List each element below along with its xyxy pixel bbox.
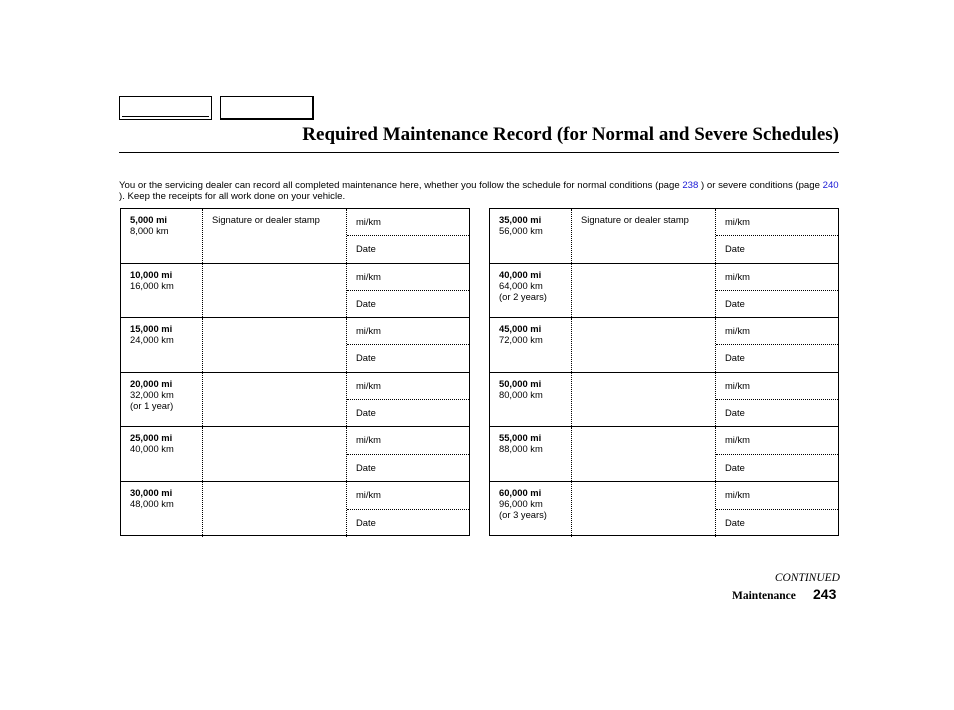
mileage-date-cell [347,318,469,372]
date-field[interactable]: Date [356,297,376,309]
mileage-date-cell [347,209,469,263]
tab-marker-box [119,96,212,120]
interval-km: 88,000 km [499,443,543,455]
page-ref-link[interactable]: 240 [822,180,839,191]
interval-mi: 45,000 mi [499,323,542,335]
mikm-field[interactable]: mi/km [347,264,469,291]
date-field[interactable]: Date [725,516,745,528]
mileage-date-cell [716,373,838,427]
record-row [490,264,838,319]
record-row [490,318,838,373]
page-title: Required Maintenance Record (for Normal and Severe Schedules) [302,124,839,145]
date-field[interactable]: Date [725,352,745,364]
record-row [490,482,838,537]
title-rule [119,152,839,153]
date-field[interactable]: Date [725,243,745,255]
date-field[interactable]: Date [725,407,745,419]
interval-mi: 50,000 mi [499,377,542,389]
mikm-field[interactable]: mi/km [347,482,469,510]
record-row [490,373,838,428]
signature-label: Signature or dealer stamp [581,214,689,225]
interval-cell [490,264,572,318]
mikm-field[interactable]: mi/km [347,427,469,454]
signature-cell[interactable] [572,209,716,263]
interval-cell [490,209,572,263]
mileage-date-cell [716,264,838,318]
interval-cell [121,482,203,537]
interval-mi: 30,000 mi [130,486,173,498]
signature-cell[interactable] [203,264,347,318]
record-row [121,482,469,537]
mikm-field[interactable]: mi/km [347,373,469,400]
interval-mi: 60,000 mi [499,486,542,498]
mileage-date-cell [347,264,469,318]
mileage-date-cell [347,373,469,427]
interval-km: 72,000 km [499,334,543,346]
interval-extra: (or 2 years) [499,290,547,302]
mikm-field[interactable]: mi/km [716,373,838,400]
mikm-field[interactable]: mi/km [716,318,838,345]
interval-km: 56,000 km [499,225,543,236]
maintenance-record-table-left [120,208,470,536]
mikm-field[interactable]: mi/km [347,318,469,345]
interval-cell [490,373,572,427]
signature-label: Signature or dealer stamp [212,214,320,225]
interval-mi: 40,000 mi [499,268,542,280]
signature-cell[interactable] [203,427,347,481]
interval-mi: 15,000 mi [130,323,173,335]
interval-cell [121,373,203,427]
record-row [121,427,469,482]
date-field[interactable]: Date [356,461,376,473]
mileage-date-cell [347,427,469,481]
date-field[interactable]: Date [356,516,376,528]
interval-mi: 20,000 mi [130,377,173,389]
mileage-date-cell [716,482,838,537]
interval-cell [121,427,203,481]
intro-text: You or the servicing dealer can record all completed maintenance here, whether you follow the schedule for normal conditions (page [119,180,683,191]
intro-text: ) or severe conditions (page [698,180,823,191]
intro-text: ). Keep the receipts for all work done on your vehicle. [119,191,346,202]
interval-mi: 35,000 mi [499,214,542,225]
signature-cell[interactable] [572,264,716,318]
mikm-field[interactable]: mi/km [716,482,838,510]
mileage-date-cell [716,209,838,263]
tab-marker-box-active [220,96,314,120]
mikm-field[interactable]: mi/km [347,209,469,236]
interval-extra: (or 1 year) [130,399,174,411]
interval-extra: (or 3 years) [499,508,547,520]
signature-cell[interactable] [572,373,716,427]
section-name: Maintenance [732,590,796,602]
signature-cell[interactable] [572,482,716,537]
page-ref-link[interactable]: 238 [682,180,699,191]
interval-km: 8,000 km [130,225,169,236]
date-field[interactable]: Date [356,352,376,364]
page-number: 243 [813,586,837,602]
intro-paragraph [119,180,844,202]
signature-cell[interactable] [572,427,716,481]
interval-km: 64,000 km [499,279,543,291]
continued-label: CONTINUED [774,572,840,584]
interval-km: 16,000 km [130,279,174,291]
date-field[interactable]: Date [725,461,745,473]
date-field[interactable]: Date [725,297,745,309]
record-row [121,373,469,428]
interval-km: 48,000 km [130,497,174,509]
interval-km: 96,000 km [499,497,543,509]
record-row [121,318,469,373]
interval-km: 40,000 km [130,443,174,455]
record-row [490,427,838,482]
interval-mi: 55,000 mi [499,432,542,444]
maintenance-record-table-right [489,208,839,536]
interval-cell [490,318,572,372]
interval-mi: 10,000 mi [130,268,173,280]
interval-cell [121,318,203,372]
signature-cell[interactable] [203,318,347,372]
record-row [121,264,469,319]
interval-cell [121,209,203,263]
mileage-date-cell [716,318,838,372]
record-row [490,209,838,264]
mikm-field[interactable]: mi/km [716,209,838,236]
mileage-date-cell [716,427,838,481]
interval-cell [490,482,572,537]
mileage-date-cell [347,482,469,537]
interval-cell [490,427,572,481]
interval-km: 24,000 km [130,334,174,346]
interval-km: 80,000 km [499,388,543,400]
mikm-field[interactable]: mi/km [716,427,838,454]
signature-cell[interactable] [203,209,347,263]
signature-cell[interactable] [203,482,347,537]
signature-cell[interactable] [572,318,716,372]
interval-mi: 25,000 mi [130,432,173,444]
interval-km: 32,000 km [130,388,174,400]
date-field[interactable]: Date [356,407,376,419]
signature-cell[interactable] [203,373,347,427]
record-row [121,209,469,264]
interval-cell [121,264,203,318]
interval-mi: 5,000 mi [130,214,168,225]
date-field[interactable]: Date [356,243,376,255]
mikm-field[interactable]: mi/km [716,264,838,291]
